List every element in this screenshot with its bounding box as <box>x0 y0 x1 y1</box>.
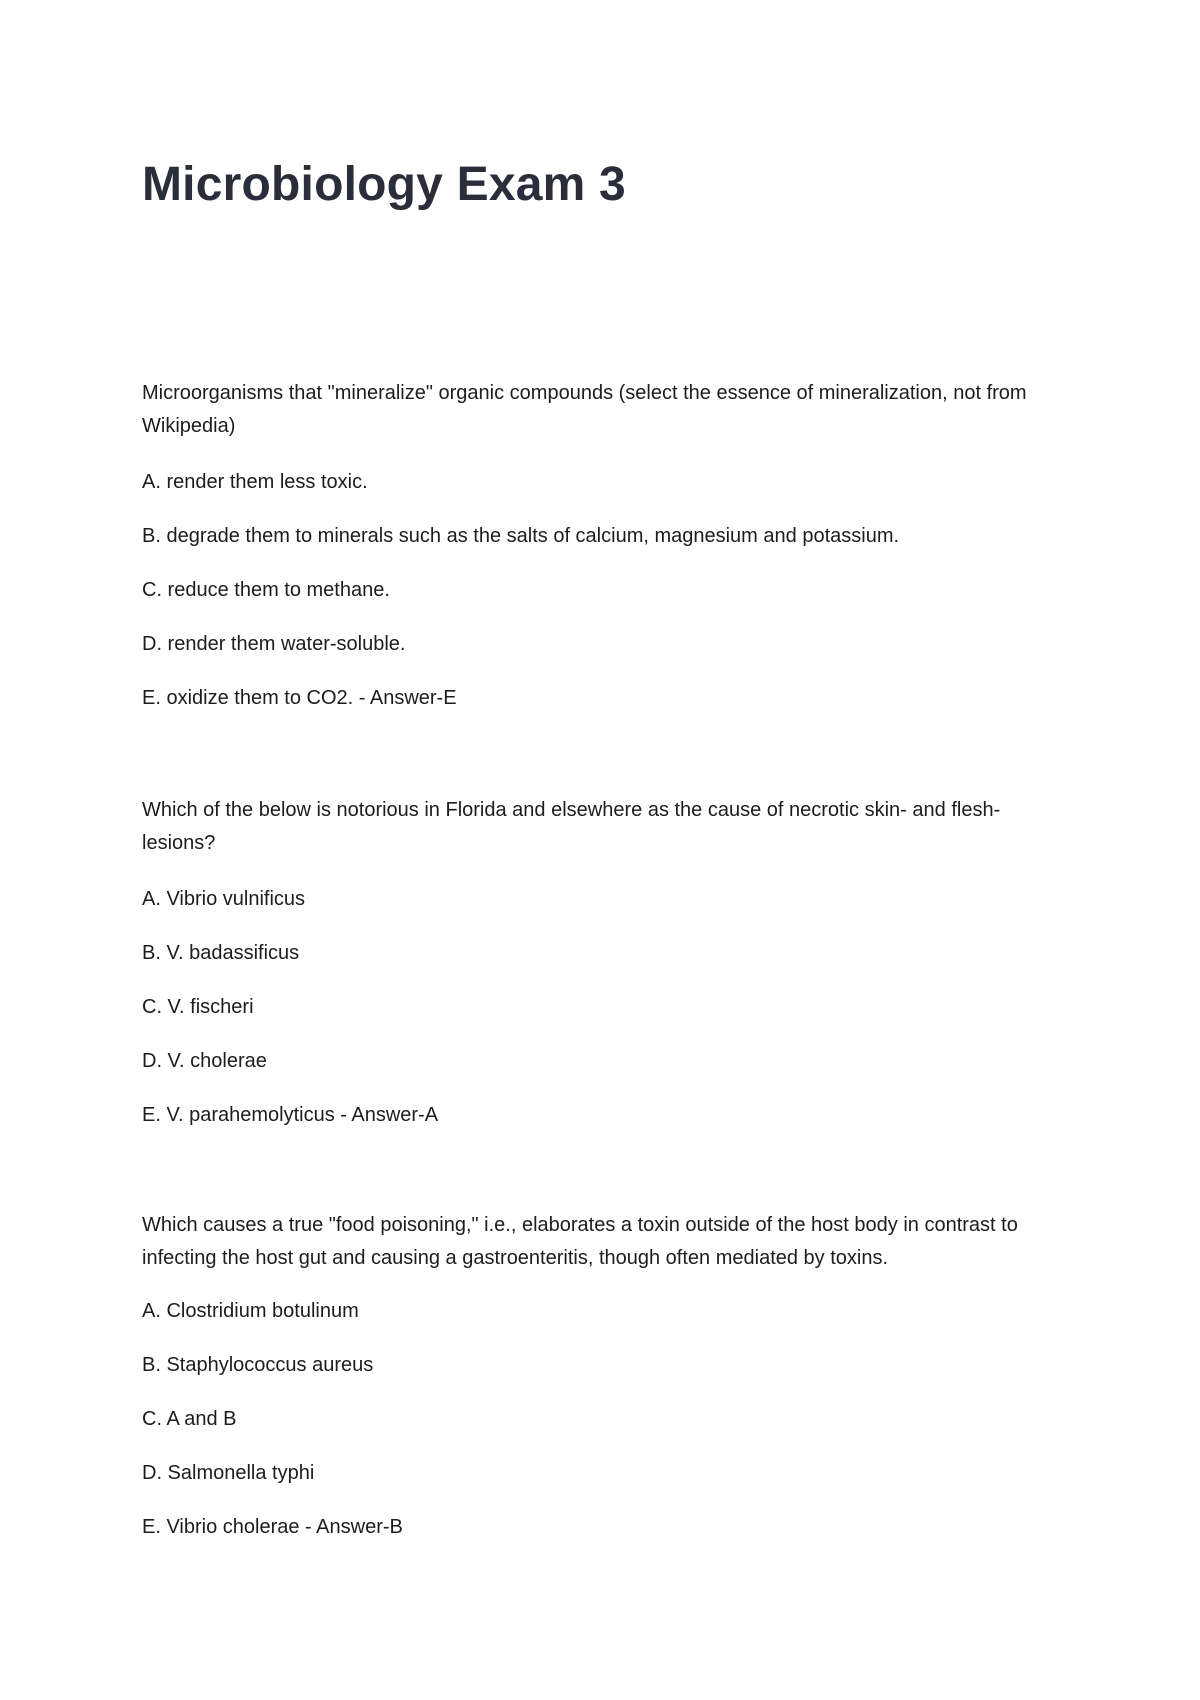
answer-option: B. Staphylococcus aureus <box>142 1354 374 1376</box>
answer-option: A. Vibrio vulnificus <box>142 888 306 910</box>
answer-option: A. render them less toxic. <box>142 471 368 493</box>
answer-option: D. Salmonella typhi <box>142 1462 315 1484</box>
answer-option: C. V. fischeri <box>142 996 254 1018</box>
answer-option: E. Vibrio cholerae - Answer-B <box>142 1516 403 1538</box>
document-page <box>142 0 1062 1700</box>
answer-option: E. V. parahemolyticus - Answer-A <box>142 1104 439 1126</box>
answer-option: A. Clostridium botulinum <box>142 1300 359 1322</box>
answer-option: B. degrade them to minerals such as the salts of calcium, magnesium and potassium. <box>142 525 900 547</box>
question-block-2 <box>142 794 1042 1132</box>
page-title: Microbiology Exam 3 <box>142 158 626 211</box>
question-text: Which causes a true "food poisoning," i.e., elaborates a toxin outside of the host body in contrast to infecting the host gut and causing a gastroenteritis, though often mediated by toxins. <box>142 1214 1018 1269</box>
question-text: Microorganisms that "mineralize" organic compounds (select the essence of mineralization, not from Wikipedia) <box>142 382 1027 437</box>
answer-option: D. V. cholerae <box>142 1050 267 1072</box>
question-block-1 <box>142 377 1042 715</box>
answer-option: C. reduce them to methane. <box>142 579 390 601</box>
answer-option: D. render them water-soluble. <box>142 633 406 655</box>
answer-option: C. A and B <box>142 1408 237 1430</box>
question-text: Which of the below is notorious in Florida and elsewhere as the cause of necrotic skin- and flesh-lesions? <box>142 799 1001 854</box>
question-block-3 <box>142 1209 1042 1544</box>
answer-option: B. V. badassificus <box>142 942 300 964</box>
answer-option: E. oxidize them to CO2. - Answer-E <box>142 687 457 709</box>
